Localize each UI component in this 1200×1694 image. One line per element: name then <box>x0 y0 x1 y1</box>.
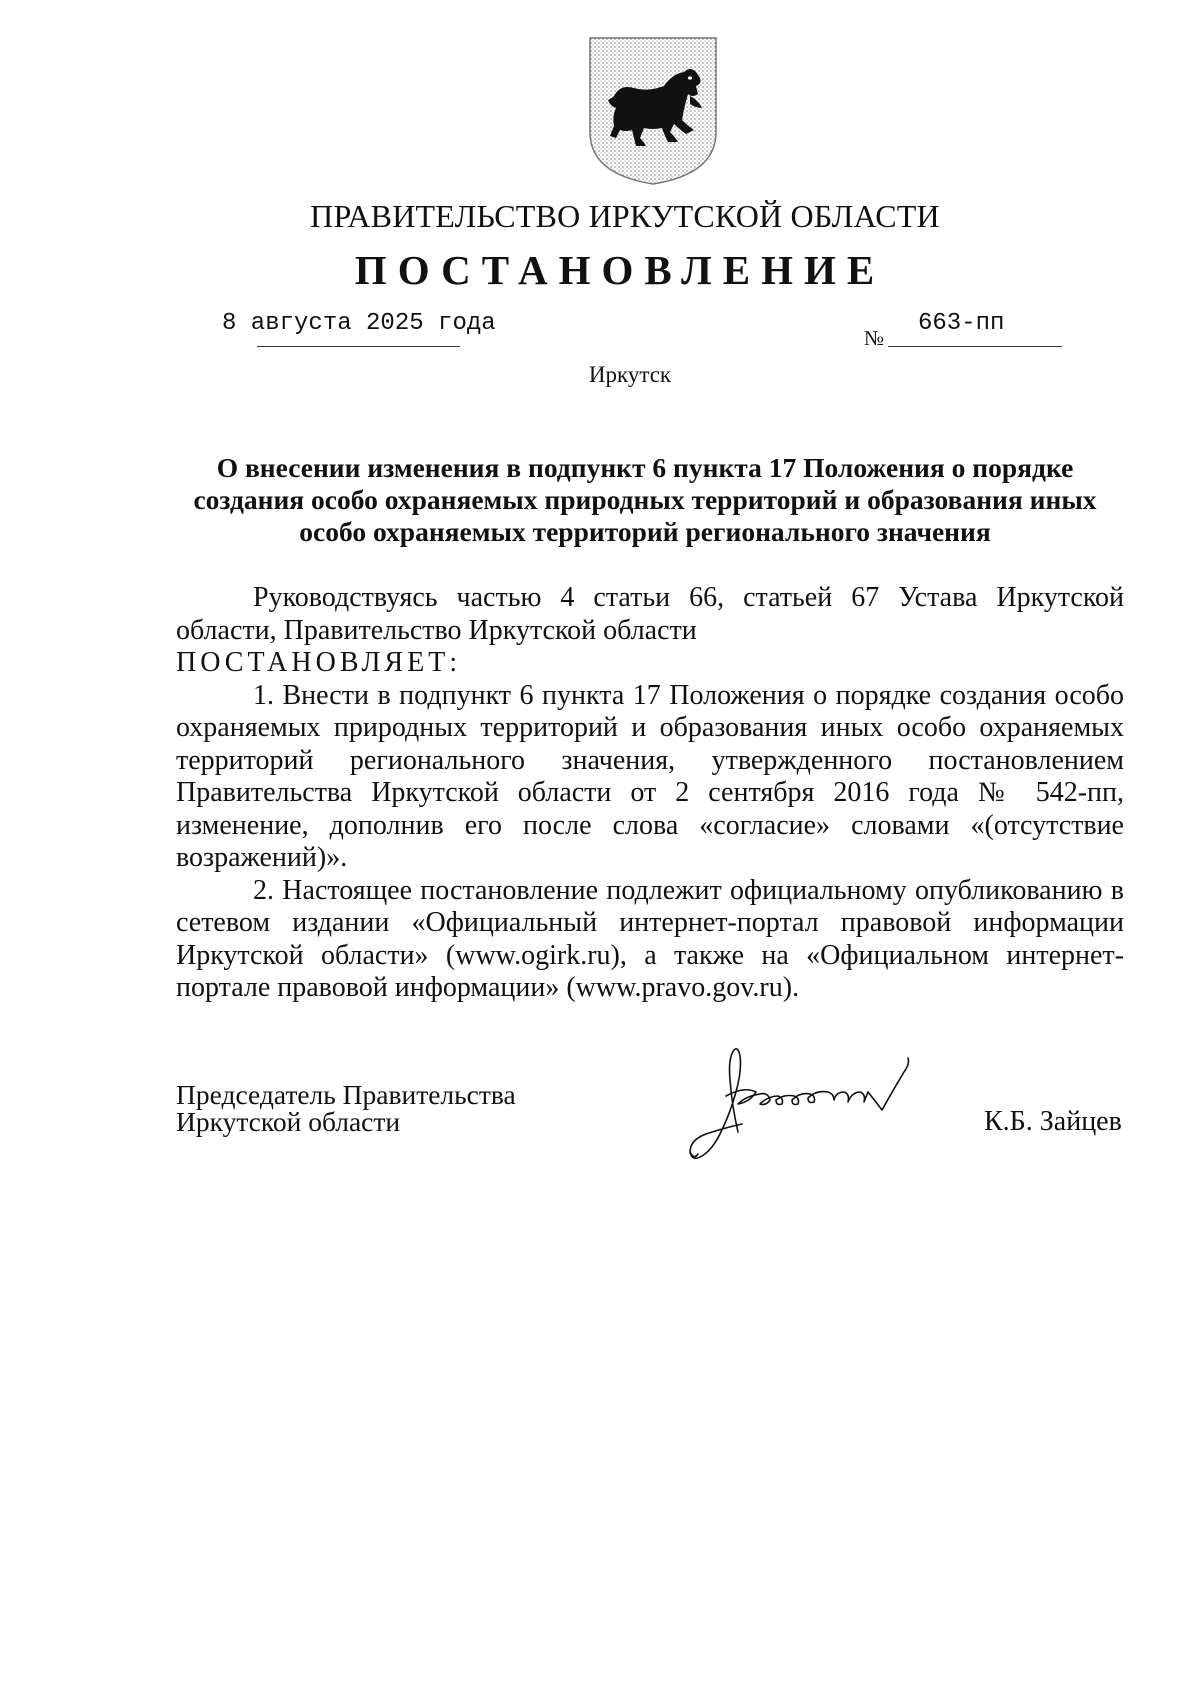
signer-name: К.Б. Зайцев <box>984 1106 1122 1137</box>
decree-word: ПОСТАНОВЛЯЕТ: <box>176 647 462 678</box>
handwritten-signature-icon <box>672 1036 942 1168</box>
number-sign: № <box>864 326 885 350</box>
government-title: ПРАВИТЕЛЬСТВО ИРКУТСКОЙ ОБЛАСТИ <box>310 198 940 234</box>
preamble-paragraph: Руководствуясь частью 4 статьи 66, статьей 67 Устава Иркутской области, Правительство Иркутской области <box>176 582 1124 646</box>
subject-line: О внесении изменения в подпункт 6 пункта 17 Положения о порядке <box>216 452 1074 483</box>
signer-position <box>176 1081 516 1135</box>
decree-item-1: 1. Внести в подпункт 6 пункта 17 Положения о порядке создания особо охраняемых природных территорий и образования иных особо охраняемых территорий регионального значения, утвержденного постановлением Правительства Иркутской области от 2 сентября 2016 года № 542-пп, изменение, дополнив его после слова «согласие» словами «(отсутствие возражений)». <box>176 679 1124 873</box>
document-date: 8 августа 2025 года <box>222 310 496 337</box>
number-underline <box>888 346 1062 347</box>
document-type-title: ПОСТАНОВЛЕНИЕ <box>354 247 886 293</box>
date-underline <box>257 346 460 347</box>
signer-position-line: Иркутской области <box>176 1106 401 1137</box>
subject-line: особо охраняемых территорий регионального значения <box>299 516 991 547</box>
document-body <box>176 582 1124 1005</box>
subject-line: создания особо охраняемых природных территорий и образования иных <box>193 484 1097 515</box>
coat-of-arms-icon <box>586 34 720 186</box>
signer-position-line: Председатель Правительства <box>176 1079 516 1110</box>
city-name: Иркутск <box>588 362 672 387</box>
document-number: 663-пп <box>918 310 1005 337</box>
document-subject <box>170 452 1120 548</box>
decree-item-2: 2. Настоящее постановление подлежит официальному опубликованию в сетевом издании «Официальный интернет-портал правовой информации Иркутской области» (www.ogirk.ru), а также на «Официальном интернет-портале правовой информации» (www.pravo.gov.ru). <box>176 874 1124 1003</box>
